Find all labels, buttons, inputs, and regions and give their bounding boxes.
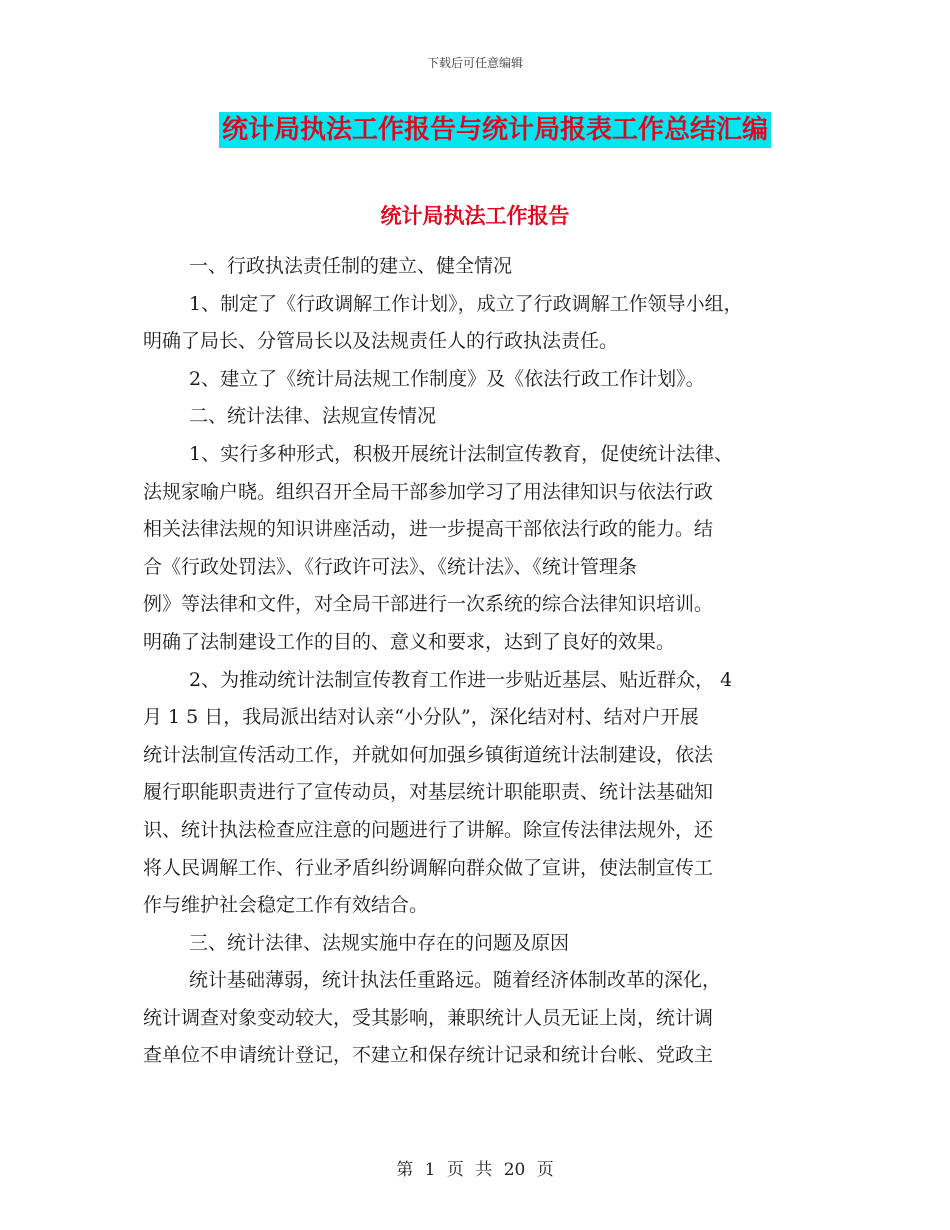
header-note: 下载后可任意编辑 bbox=[426, 56, 523, 70]
paragraph-line: 1、制定了《行政调解工作计划》，成立了行政调解工作领导小组， bbox=[189, 292, 743, 315]
paragraph-line: 明确了局长、分管局长以及法规责任人的行政执法责任。 bbox=[143, 330, 619, 353]
paragraph-line: 2、为推动统计法制宣传教育工作进一步贴近基层、贴近群众， 4 bbox=[189, 668, 733, 691]
paragraph-line: 合《行政处罚法》、《行政许可法》、《统计法》、《统计管理条 bbox=[143, 555, 638, 578]
paragraph-line: 作与维护社会稳定工作有效结合。 bbox=[143, 894, 429, 917]
paragraph-line: 履行职能职责进行了宣传动员，对基层统计职能职责、统计法基础知 bbox=[143, 781, 714, 804]
heading-2: 二、统计法律、法规宣传情况 bbox=[189, 405, 437, 428]
paragraph-line: 明确了法制建设工作的目的、意义和要求，达到了良好的效果。 bbox=[143, 630, 676, 653]
page-footer: 第 1 页 共 20 页 bbox=[396, 1160, 554, 1180]
paragraph-line: 法规家喻户晓。组织召开全局干部参加学习了用法律知识与依法行政 bbox=[143, 480, 714, 503]
paragraph-line: 2、建立了《统计局法规工作制度》及《依法行政工作计划》。 bbox=[189, 367, 705, 390]
paragraph-line: 将人民调解工作、行业矛盾纠纷调解向群众做了宣讲，使法制宣传工 bbox=[143, 856, 714, 879]
heading-1: 一、行政执法责任制的建立、健全情况 bbox=[189, 255, 513, 277]
paragraph-line: 统计法制宣传活动工作，并就如何加强乡镇街道统计法制建设，依法 bbox=[143, 743, 714, 766]
paragraph-line: 1、实行多种形式，积极开展统计法制宣传教育，促使统计法律、 bbox=[189, 442, 734, 465]
heading-3: 三、统计法律、法规实施中存在的问题及原因 bbox=[189, 931, 570, 954]
body-text bbox=[143, 248, 813, 1075]
section-title: 统计局执法工作报告 bbox=[380, 204, 570, 228]
document-title: 统计局执法工作报告与统计局报表工作总结汇编 bbox=[219, 112, 771, 148]
paragraph-line: 相关法律法规的知识讲座活动，进一步提高干部依法行政的能力。结 bbox=[143, 518, 714, 541]
paragraph-line: 统计调查对象变动较大，受其影响，兼职统计人员无证上岗，统计调 bbox=[143, 1006, 714, 1029]
paragraph-line: 例》等法律和文件，对全局干部进行一次系统的综合法律知识培训。 bbox=[143, 593, 714, 616]
paragraph-line: 月 1 5 日，我局派出结对认亲“小分队”，深化结对村、结对户开展 bbox=[143, 706, 699, 729]
paragraph-line: 识、统计执法检查应注意的问题进行了讲解。除宣传法律法规外，还 bbox=[143, 818, 714, 841]
paragraph-line: 查单位不申请统计登记，不建立和保存统计记录和统计台帐、党政主 bbox=[143, 1044, 714, 1067]
paragraph-line: 统计基础薄弱，统计执法任重路远。随着经济体制改革的深化， bbox=[189, 969, 722, 992]
